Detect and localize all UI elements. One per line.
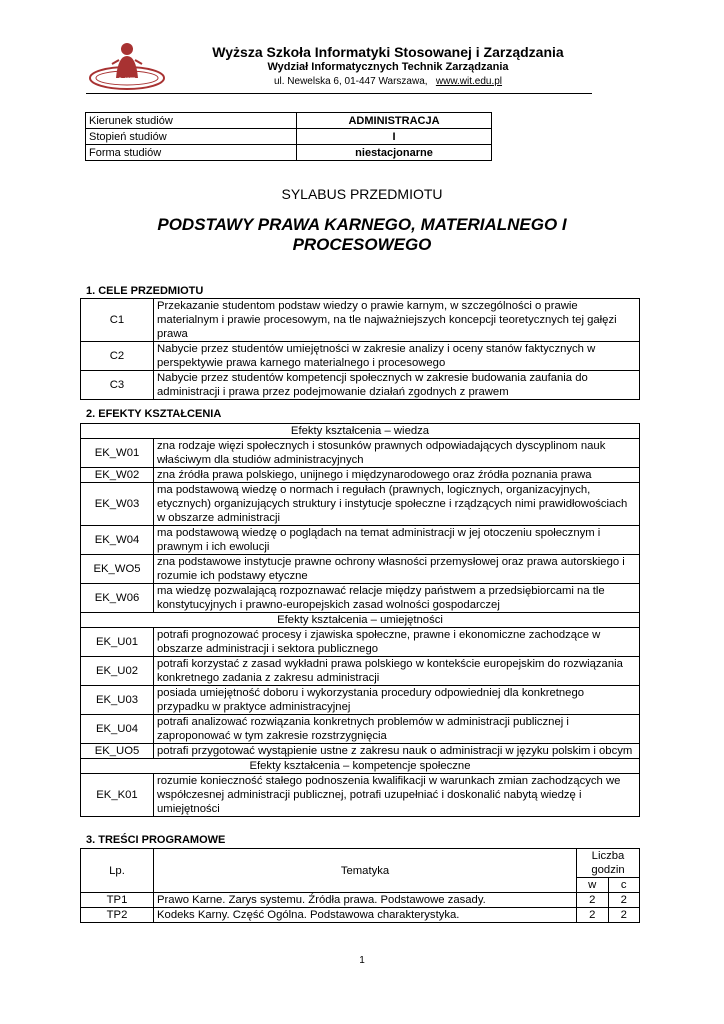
website-link[interactable]: www.wit.edu.pl [435, 76, 503, 87]
outcome-code: EK_WO5 [81, 555, 154, 584]
page-number: 1 [359, 955, 365, 966]
group-title: Efekty kształcenia – umiejętności [81, 613, 640, 628]
table-row [86, 145, 492, 161]
outcome-code: EK_W03 [81, 483, 154, 526]
group-title: Efekty kształcenia – kompetencje społeczne [81, 759, 640, 774]
outcome-text: ma podstawową wiedzę o normach i regułach (prawnych, logicznych, organizacyjnych, etycznych) organizujących struktury i instytucje społeczne i rządzących nimi prawidłowościach w obszarze administracji [154, 483, 640, 526]
table-row [81, 759, 640, 774]
goal-code: C3 [81, 371, 154, 400]
table-row [81, 584, 640, 613]
table-row [81, 628, 640, 657]
outcome-code: EK_W02 [81, 468, 154, 483]
topic-lp: TP1 [81, 893, 154, 908]
table-row [81, 342, 640, 371]
group-title: Efekty kształcenia – wiedza [81, 424, 640, 439]
outcome-code: EK_U04 [81, 715, 154, 744]
title-line: PODSTAWY PRAWA KARNEGO, MATERIALNEGO I [157, 215, 567, 234]
outcome-text: zna źródła prawa polskiego, unijnego i międzynarodowego oraz źródła poznania prawa [154, 468, 640, 483]
col-header-w: w [577, 878, 609, 893]
topic-lp: TP2 [81, 908, 154, 923]
section-heading: 2. EFEKTY KSZTAŁCENIA [86, 408, 222, 420]
topic-text: Kodeks Karny. Część Ogólna. Podstawowa charakterystyka. [154, 908, 577, 923]
info-label: Stopień studiów [86, 129, 297, 145]
table-row [81, 908, 640, 923]
info-value: I [297, 129, 492, 145]
info-value: niestacjonarne [297, 145, 492, 161]
outcomes-table [80, 423, 640, 817]
col-header-topic: Tematyka [154, 849, 577, 893]
table-row [86, 113, 492, 129]
outcome-text: posiada umiejętność doboru i wykorzystania procedury odpowiedniej dla konkretnego przypadku w praktyce administracyjnej [154, 686, 640, 715]
table-row [81, 526, 640, 555]
outcome-text: ma wiedzę pozwalającą rozpoznawać relacje między państwem a przedsiębiorcami na tle konstytucyjnych i prawno-europejskich zasad wolności gospodarczej [154, 584, 640, 613]
outcome-text: potrafi prognozować procesy i zjawiska społeczne, prawne i ekonomiczne zachodzące w obszarze administracji i sektora publicznego [154, 628, 640, 657]
table-row [81, 715, 640, 744]
school-name: Wyższa Szkoła Informatyki Stosowanej i Zarządzania [212, 44, 564, 60]
table-row [81, 299, 640, 342]
section-heading: 3. TREŚCI PROGRAMOWE [86, 834, 226, 846]
outcome-text: rozumie konieczność stałego podnoszenia kwalifikacji w warunkach zmian zachodzących we współczesnej administracji publicznej, potrafi uzupełniać i doskonalić nabytą wiedzę i umiejętności [154, 774, 640, 817]
outcome-code: EK_UO5 [81, 744, 154, 759]
table-row [86, 129, 492, 145]
section-heading: 1. CELE PRZEDMIOTU [86, 285, 204, 297]
address-line [178, 76, 598, 87]
study-info-table [85, 112, 492, 161]
outcome-code: EK_W04 [81, 526, 154, 555]
table-row [81, 468, 640, 483]
header-divider [86, 93, 592, 94]
address: ul. Newelska 6, 01-447 Warszawa, [273, 76, 428, 87]
school-logo [86, 34, 168, 98]
table-row [81, 439, 640, 468]
table-row [81, 555, 640, 584]
goals-table [80, 298, 640, 400]
col-header-hours: Liczba godzin [577, 849, 640, 878]
goal-text: Przekazanie studentom podstaw wiedzy o prawie karnym, w szczególności o prawie materialnym i prawie procesowym, na tle najważniejszych koncepcji teoretycznych tej gałęzi prawa [154, 299, 640, 342]
hours-w: 2 [577, 893, 609, 908]
svg-text:WIT: WIT [118, 76, 136, 85]
faculty-name: Wydział Informatycznych Technik Zarządzania [267, 61, 509, 73]
table-row [81, 424, 640, 439]
table-row [81, 849, 640, 878]
goal-code: C2 [81, 342, 154, 371]
goal-text: Nabycie przez studentów umiejętności w zakresie analizy i oceny stanów faktycznych w perspektywie prawa karnego materialnego i procesowego [154, 342, 640, 371]
outcome-text: potrafi przygotować wystąpienie ustne z zakresu nauk o administracji w języku polskim i obcym [154, 744, 640, 759]
outcome-text: zna rodzaje więzi społecznych i stosunków prawnych odpowiadających dyscyplinom nauk właściwym dla studiów administracyjnych [154, 439, 640, 468]
info-label: Kierunek studiów [86, 113, 297, 129]
program-content-table [80, 848, 640, 923]
table-row [81, 613, 640, 628]
table-row [81, 686, 640, 715]
hours-c: 2 [608, 893, 640, 908]
outcome-code: EK_U02 [81, 657, 154, 686]
hours-w: 2 [577, 908, 609, 923]
outcome-text: potrafi korzystać z zasad wykładni prawa polskiego w kontekście europejskim do rozwiązania konkretnego zadania z zakresu administracji [154, 657, 640, 686]
outcome-text: zna podstawowe instytucje prawne ochrony własności przemysłowej oraz prawa autorskiego i rozumie ich podstawy etyczne [154, 555, 640, 584]
topic-text: Prawo Karne. Zarys systemu. Źródła prawa. Podstawowe zasady. [154, 893, 577, 908]
outcome-code: EK_U03 [81, 686, 154, 715]
outcome-code: EK_U01 [81, 628, 154, 657]
page-title [100, 215, 624, 255]
info-value: ADMINISTRACJA [297, 113, 492, 129]
title-line: PROCESOWEGO [292, 235, 432, 254]
table-row [81, 893, 640, 908]
hours-c: 2 [608, 908, 640, 923]
goal-code: C1 [81, 299, 154, 342]
table-row [81, 483, 640, 526]
outcome-text: potrafi analizować rozwiązania konkretnych problemów w administracji publicznej i zaproponować w tym zakresie rozstrzygnięcia [154, 715, 640, 744]
syllabus-label: SYLABUS PRZEDMIOTU [281, 186, 443, 202]
outcome-code: EK_W01 [81, 439, 154, 468]
goal-text: Nabycie przez studentów kompetencji społecznych w zakresie budowania zaufania do administracji i prawa przez podejmowanie działań zgodnych z prawem [154, 371, 640, 400]
table-row [81, 657, 640, 686]
table-row [81, 744, 640, 759]
col-header-c: c [608, 878, 640, 893]
col-header-lp: Lp. [81, 849, 154, 893]
outcome-code: EK_K01 [81, 774, 154, 817]
outcome-code: EK_W06 [81, 584, 154, 613]
outcome-text: ma podstawową wiedzę o poglądach na temat administracji w jej otoczeniu społecznym i prawnym i ich ewolucji [154, 526, 640, 555]
table-row [81, 774, 640, 817]
table-row [81, 371, 640, 400]
info-label: Forma studiów [86, 145, 297, 161]
